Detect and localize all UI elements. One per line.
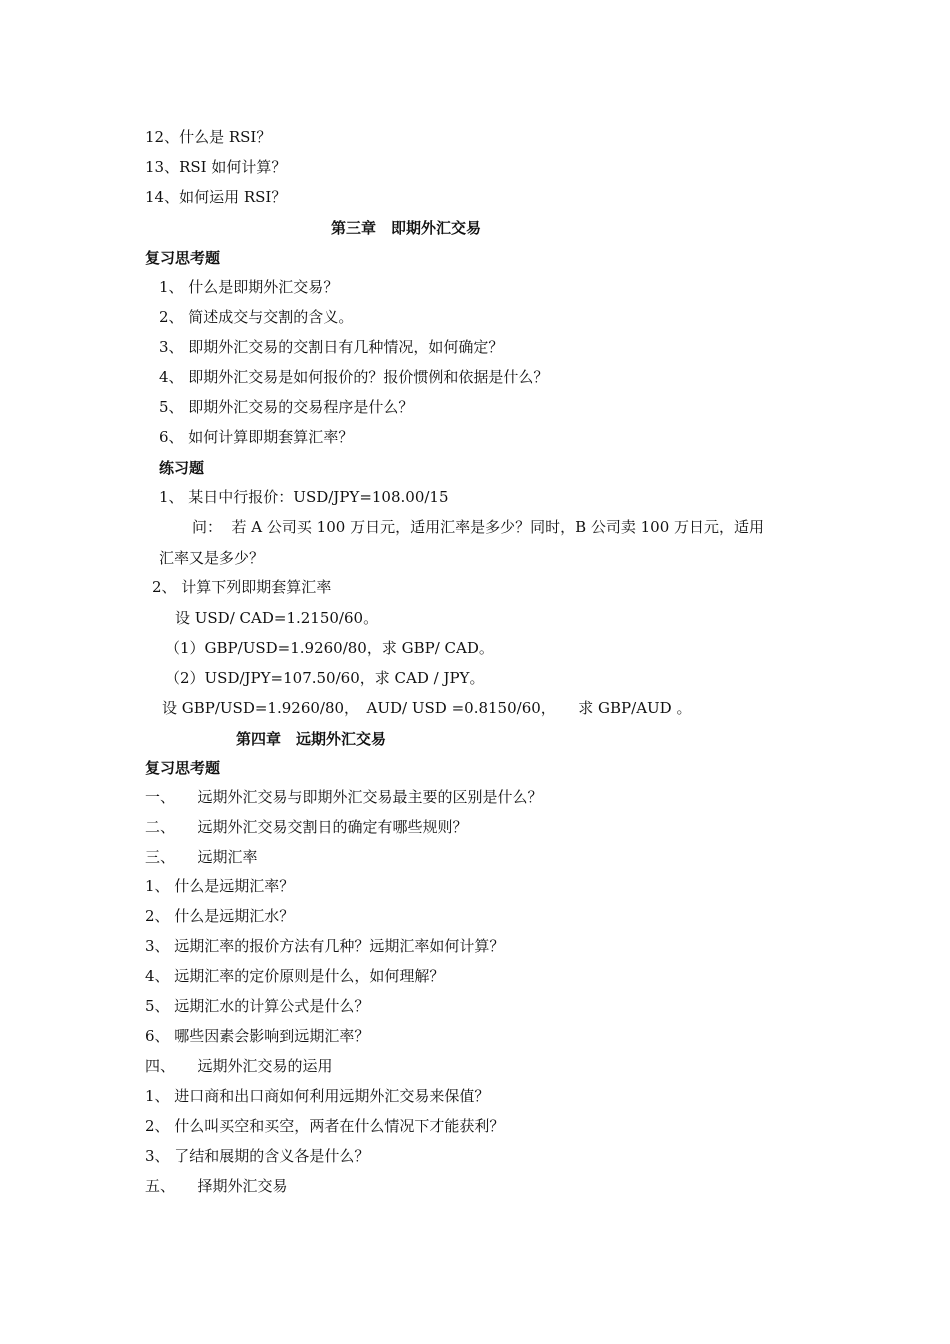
ch4-s3-item-3: 3、 远期汇率的报价方法有几种？远期汇率如何计算？ [145,937,505,955]
ch4-section-5: 五、 择期外汇交易 [145,1177,288,1195]
ch4-s4-item-3: 3、 了结和展期的含义各是什么？ [145,1147,370,1165]
exercise-1-question-cont: 汇率又是多少？ [159,549,265,567]
chapter-4-title: 第四章 远期外汇交易 [236,730,387,748]
ch3-review-5: 5、 即期外汇交易的交易程序是什么？ [159,398,414,416]
ch4-section-4: 四、 远期外汇交易的运用 [145,1057,333,1075]
ch4-section-1: 一、 远期外汇交易与即期外汇交易最主要的区别是什么？ [145,788,543,806]
ch3-review-2: 2、 简述成交与交割的含义。 [159,308,354,326]
exercise-heading: 练习题 [159,459,205,477]
exercise-2: 2、 计算下列即期套算汇率 [152,578,332,596]
exercise-1-question: 问： 若 A 公司买 100 万日元，适用汇率是多少？同时，B 公司卖 100 万日元，适用 [192,518,765,536]
ch4-s3-item-6: 6、 哪些因素会影响到远期汇率？ [145,1027,370,1045]
question-14: 14、如何运用 RSI？ [145,188,287,206]
ch3-review-1: 1、 什么是即期外汇交易？ [159,278,339,296]
ch4-s3-item-1: 1、 什么是远期汇率？ [145,877,295,895]
ch4-section-2: 二、 远期外汇交易交割日的确定有哪些规则？ [145,818,468,836]
chapter-3-title: 第三章 即期外汇交易 [331,219,482,237]
ch4-s4-item-1: 1、 进口商和出口商如何利用远期外汇交易来保值？ [145,1087,490,1105]
ch3-review-3: 3、 即期外汇交易的交割日有几种情况，如何确定？ [159,338,504,356]
ch4-s3-item-5: 5、 远期汇水的计算公式是什么？ [145,997,370,1015]
ch4-s3-item-2: 2、 什么是远期汇水？ [145,907,295,925]
ch4-s4-item-2: 2、 什么叫买空和买空，两者在什么情况下才能获利？ [145,1117,505,1135]
review-heading-ch3: 复习思考题 [145,249,221,267]
question-12: 12、什么是 RSI？ [145,128,272,146]
question-13: 13、RSI 如何计算？ [145,158,287,176]
review-heading-ch4: 复习思考题 [145,759,221,777]
exercise-3: 设 GBP/USD=1.9260/80， AUD/ USD =0.8150/60， 求 GBP/AUD 。 [162,699,692,717]
exercise-2-part-2: （2）USD/JPY=107.50/60，求 CAD / JPY。 [165,669,485,687]
ch3-review-4: 4、 即期外汇交易是如何报价的？报价惯例和依据是什么？ [159,368,549,386]
exercise-2-part-1: （1）GBP/USD=1.9260/80，求 GBP/ CAD。 [165,639,494,657]
ch4-section-3: 三、 远期汇率 [145,848,258,866]
ch4-s3-item-4: 4、 远期汇率的定价原则是什么，如何理解？ [145,967,445,985]
ch3-review-6: 6、 如何计算即期套算汇率？ [159,428,354,446]
exercise-1: 1、 某日中行报价：USD/JPY=108.00/15 [159,488,449,506]
exercise-2-given: 设 USD/ CAD=1.2150/60。 [175,609,379,627]
